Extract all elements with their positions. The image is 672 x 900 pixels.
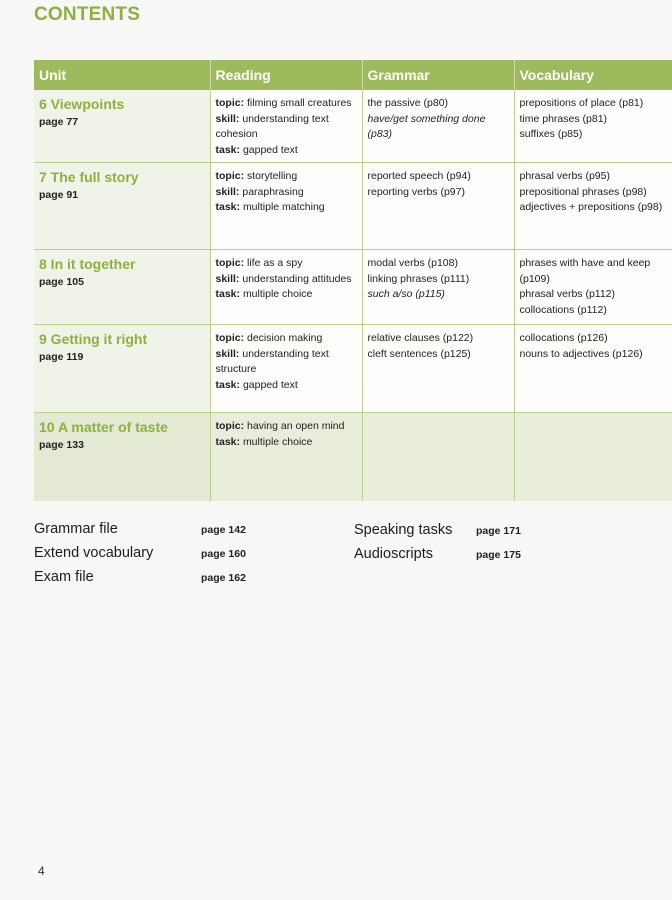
unit-title: 7 The full story bbox=[39, 169, 139, 185]
unit-page: page 133 bbox=[39, 439, 84, 451]
vocabulary-item: prepositions of place (p81) bbox=[519, 97, 644, 109]
skill-text: understanding text structure bbox=[215, 347, 329, 375]
column-header-reading: Reading bbox=[210, 60, 362, 90]
task-label: task: bbox=[215, 435, 241, 448]
unit-cell bbox=[34, 250, 210, 325]
skill-text: understanding text cohesion bbox=[215, 112, 329, 140]
vocabulary-item: nouns to adjectives (p126) bbox=[519, 347, 643, 360]
vocabulary-item: adjectives + prepositions (p98) bbox=[519, 201, 663, 213]
topic-text: storytelling bbox=[247, 170, 298, 182]
vocabulary-item: phrasal verbs (p112) bbox=[519, 288, 616, 300]
unit-page: page 91 bbox=[39, 189, 79, 201]
task-text: multiple choice bbox=[242, 435, 313, 448]
table-row bbox=[34, 325, 672, 413]
table-row bbox=[34, 90, 672, 163]
table-header-row bbox=[34, 60, 672, 90]
unit-cell bbox=[34, 325, 210, 413]
unit-title: 9 Getting it right bbox=[39, 331, 148, 347]
table-row bbox=[34, 413, 672, 501]
task-text: gapped text bbox=[242, 378, 298, 391]
unit-title: 6 Viewpoints bbox=[39, 96, 125, 112]
table-row bbox=[34, 250, 672, 325]
vocabulary-item: phrasal verbs (p95) bbox=[519, 170, 610, 182]
grammar-cell bbox=[362, 413, 514, 501]
grammar-item: linking phrases (p111) bbox=[367, 272, 470, 285]
grammar-item: cleft sentences (p125) bbox=[367, 347, 471, 360]
task-text: multiple matching bbox=[242, 201, 325, 213]
topic-label: topic: bbox=[215, 170, 245, 182]
vocabulary-item: prepositional phrases (p98) bbox=[519, 185, 647, 198]
topic-text: having an open mind bbox=[247, 420, 345, 432]
page-number: 4 bbox=[38, 864, 45, 878]
column-header-grammar: Grammar bbox=[362, 60, 514, 90]
reading-cell bbox=[210, 90, 362, 163]
extra-name: Speaking tasks bbox=[354, 522, 453, 538]
extra-name: Audioscripts bbox=[354, 546, 433, 562]
unit-cell bbox=[34, 90, 210, 163]
vocabulary-cell bbox=[514, 163, 672, 250]
contents-table bbox=[34, 60, 672, 501]
topic-text: decision making bbox=[247, 332, 323, 344]
reading-cell bbox=[210, 250, 362, 325]
grammar-item: reported speech (p94) bbox=[367, 170, 471, 182]
vocabulary-item: collocations (p126) bbox=[519, 332, 608, 344]
unit-title: 10 A matter of taste bbox=[39, 419, 168, 435]
extra-name: Grammar file bbox=[34, 521, 118, 537]
table-row bbox=[34, 163, 672, 250]
vocabulary-item: time phrases (p81) bbox=[519, 112, 608, 125]
grammar-item: the passive (p80) bbox=[367, 97, 449, 109]
vocabulary-cell bbox=[514, 413, 672, 501]
skill-label: skill: bbox=[215, 272, 240, 285]
extra-name: Extend vocabulary bbox=[34, 545, 154, 561]
task-label: task: bbox=[215, 201, 241, 213]
skill-text: understanding attitudes bbox=[242, 272, 352, 285]
extra-page: page 171 bbox=[476, 525, 521, 537]
grammar-item: have/get something done (p83) bbox=[367, 112, 486, 140]
reading-cell bbox=[210, 163, 362, 250]
unit-page: page 119 bbox=[39, 351, 84, 363]
unit-cell bbox=[34, 163, 210, 250]
grammar-item: reporting verbs (p97) bbox=[367, 185, 465, 198]
extra-page: page 160 bbox=[201, 548, 246, 560]
skill-label: skill: bbox=[215, 185, 240, 198]
topic-label: topic: bbox=[215, 420, 245, 432]
task-label: task: bbox=[215, 378, 241, 391]
vocabulary-cell bbox=[514, 250, 672, 325]
grammar-item: such a/so (p115) bbox=[367, 288, 445, 300]
topic-label: topic: bbox=[215, 97, 245, 109]
skill-label: skill: bbox=[215, 347, 240, 360]
vocabulary-item: collocations (p112) bbox=[519, 303, 607, 316]
reading-cell bbox=[210, 413, 362, 501]
skill-text: paraphrasing bbox=[242, 185, 304, 198]
topic-label: topic: bbox=[215, 332, 245, 344]
grammar-item: relative clauses (p122) bbox=[367, 332, 474, 344]
column-header-vocabulary: Vocabulary bbox=[514, 60, 672, 90]
task-text: multiple choice bbox=[242, 288, 313, 300]
topic-text: life as a spy bbox=[247, 257, 303, 269]
unit-page: page 77 bbox=[39, 116, 79, 128]
extra-page: page 142 bbox=[201, 524, 246, 536]
skill-label: skill: bbox=[215, 112, 240, 125]
topic-label: topic: bbox=[215, 257, 245, 269]
task-text: gapped text bbox=[242, 143, 298, 156]
column-header-unit: Unit bbox=[34, 60, 210, 90]
grammar-cell bbox=[362, 163, 514, 250]
extra-page: page 175 bbox=[476, 549, 521, 561]
vocabulary-cell bbox=[514, 90, 672, 163]
unit-cell bbox=[34, 413, 210, 501]
extra-name: Exam file bbox=[34, 569, 94, 585]
grammar-cell bbox=[362, 325, 514, 413]
unit-page: page 105 bbox=[39, 276, 84, 288]
topic-text: filming small creatures bbox=[247, 97, 352, 109]
extra-page: page 162 bbox=[201, 572, 246, 584]
unit-title: 8 In it together bbox=[39, 256, 136, 272]
page-title: CONTENTS bbox=[34, 4, 141, 25]
reading-cell bbox=[210, 325, 362, 413]
vocabulary-item: suffixes (p85) bbox=[519, 128, 583, 140]
grammar-cell bbox=[362, 250, 514, 325]
vocabulary-item: phrases with have and keep (p109) bbox=[519, 257, 651, 285]
grammar-item: modal verbs (p108) bbox=[367, 257, 458, 269]
task-label: task: bbox=[215, 288, 241, 300]
vocabulary-cell bbox=[514, 325, 672, 413]
grammar-cell bbox=[362, 90, 514, 163]
task-label: task: bbox=[215, 143, 241, 156]
